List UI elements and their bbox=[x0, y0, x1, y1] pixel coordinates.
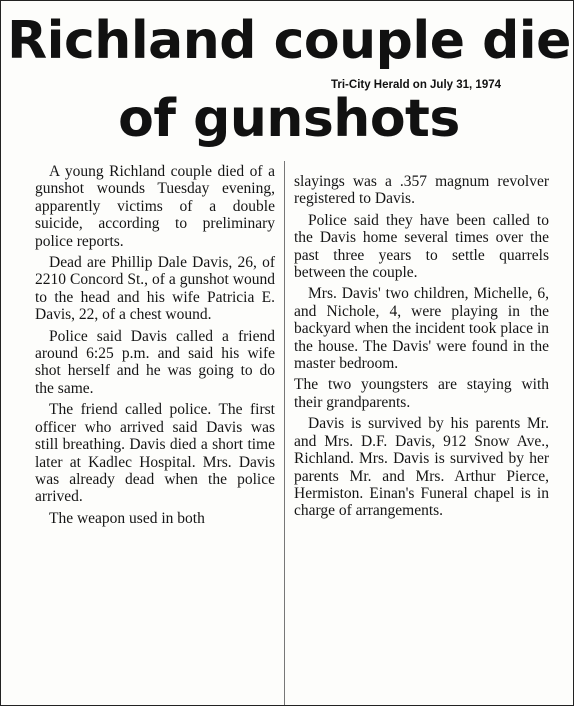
source-credit: Tri-City Herald on July 31, 1974 bbox=[331, 79, 502, 91]
paragraph: Mrs. Davis' two children, Michelle, 6, and Nichole, 4, were playing in the backyard when the incident took place in the house. The Davis' were found in the master bedroom. bbox=[294, 285, 549, 373]
headline-line-1: Richland couple die bbox=[7, 11, 571, 71]
column-divider bbox=[284, 161, 285, 706]
paragraph: The friend called police. The first officer who arrived said Davis was still breathing. Davis died a short time later at Kadlec Hospital. Mrs. Davis was already dead when the police arrived. bbox=[35, 401, 275, 506]
paragraph: Police said Davis called a friend around 6:25 p.m. and said his wife shot herself and he was going to do the same. bbox=[35, 327, 275, 397]
headline-line-2: of gunshots bbox=[118, 89, 460, 149]
paragraph: Police said they have been called to the Davis home several times over the past three years to settle quarrels between the couple. bbox=[294, 211, 549, 282]
paragraph: The weapon used in both bbox=[49, 509, 205, 527]
paragraph: Davis is survived by his parents Mr. and Mrs. D.F. Davis, 912 Snow Ave., Richland. Mrs. Davis is survived by her parents Mr. and Mrs. Arthur Pierce, Hermiston. Einan's Funeral chapel is in charge of arrangements. bbox=[294, 415, 549, 520]
article-column-2 bbox=[294, 173, 549, 524]
paragraph: Dead are Phillip Dale Davis, 26, of 2210 Concord St., of a gunshot wound to the head and his wife Patricia E. Davis, 22, of a chest wound. bbox=[35, 254, 275, 324]
paragraph: The two youngsters are staying with their grandparents. bbox=[294, 376, 549, 411]
paragraph: A young Richland couple died of a gunshot wounds Tuesday evening, apparently victims of a double suicide, according to preliminary police reports. bbox=[35, 163, 275, 250]
paragraph: slayings was a .357 magnum revolver registered to Davis. bbox=[294, 173, 549, 208]
article-column-1 bbox=[35, 163, 275, 531]
